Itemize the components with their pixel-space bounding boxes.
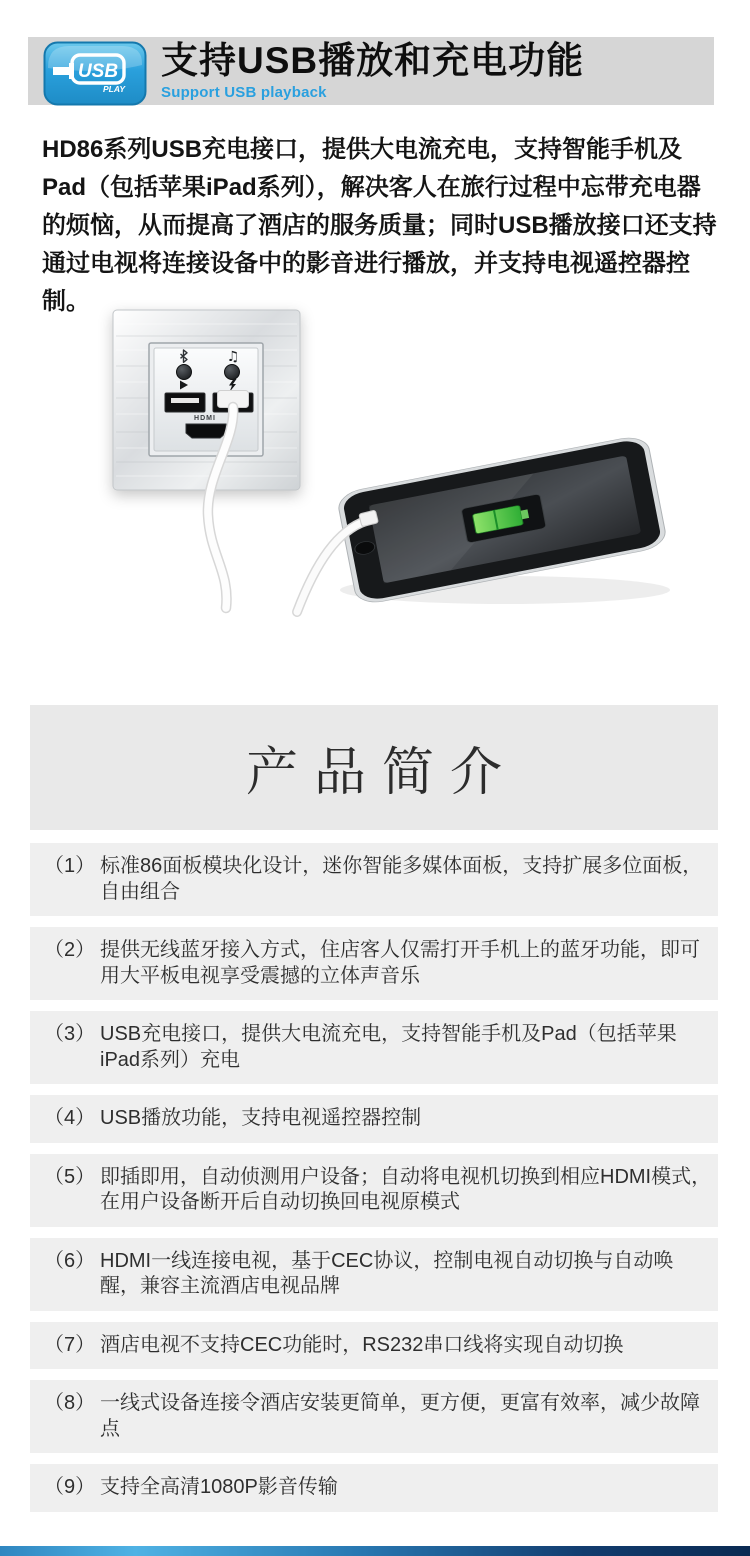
feature-number: （3） [44, 1023, 96, 1045]
feature-item [30, 1380, 718, 1453]
page-subtitle: Support USB playback [161, 84, 327, 101]
feature-item [30, 1154, 718, 1227]
page-title: 支持USB播放和充电功能 [161, 40, 585, 81]
feature-text: 一线式设备连接令酒店安装更简单，更方便，更富有效率，减少故障点 [100, 1392, 700, 1440]
feature-item [30, 1322, 718, 1370]
hdmi-port [186, 424, 226, 438]
feature-number: （1） [44, 855, 96, 877]
feature-item [30, 1464, 718, 1512]
bluetooth-button [177, 365, 192, 380]
feature-text: USB充电接口，提供大电流充电，支持智能手机及Pad（包括苹果iPad系列）充电 [100, 1023, 677, 1071]
usb-play-icon [43, 41, 147, 106]
feature-number: （2） [44, 939, 96, 961]
music-button [225, 365, 240, 380]
feature-text: HDMI一线连接电视，基于CEC协议，控制电视自动切换与自动唤醒，兼容主流酒店电视品牌 [100, 1249, 674, 1297]
feature-text: 标准86面板模块化设计，迷你智能多媒体面板，支持扩展多位面板，自由组合 [100, 855, 703, 903]
bottom-divider-bar [0, 1546, 750, 1556]
feature-list [30, 843, 718, 1523]
section-title: 产品简介 [245, 744, 518, 802]
feature-item [30, 927, 718, 1000]
feature-item [30, 1011, 718, 1084]
feature-item [30, 843, 718, 916]
feature-number: （4） [44, 1107, 96, 1129]
section-banner [30, 705, 718, 830]
usb-icon-label: USB [77, 61, 119, 82]
feature-item [30, 1238, 718, 1311]
feature-text: USB播放功能，支持电视遥控器控制 [100, 1107, 422, 1129]
intro-paragraph: HD86系列USB充电接口，提供大电流充电，支持智能手机及Pad（包括苹果iPad系列），解决客人在旅行过程中忘带充电器的烦恼，从而提高了酒店的服务质量；同时USB播放接口还支持通过电视将连接设备中的影音进行播放，并支持电视遥控器控制。 [42, 136, 717, 315]
feature-number: （6） [44, 1249, 96, 1272]
feature-number: （9） [44, 1476, 96, 1498]
feature-number: （7） [44, 1333, 96, 1356]
feature-number: （5） [44, 1165, 96, 1188]
feature-text: 提供无线蓝牙接入方式，住店客人仅需打开手机上的蓝牙功能，即可用大平板电视享受震撼的立体声音乐 [100, 939, 700, 987]
usb-port-left [165, 393, 205, 412]
header-text-block [161, 40, 584, 101]
feature-text: 支持全高清1080P影音传输 [100, 1476, 338, 1498]
usb-icon-sublabel: PLAY [102, 84, 125, 94]
feature-item [30, 1095, 718, 1143]
feature-text: 即插即用，自动侦测用户设备；自动将电视机切换到相应HDMI模式，在用户设备断开后自动切换回电视原模式 [100, 1165, 712, 1213]
hdmi-label: HDMI [194, 415, 216, 422]
feature-number: （8） [44, 1392, 96, 1414]
wall-panel [113, 310, 300, 490]
feature-text: 酒店电视不支持CEC功能时，RS232串口线将实现自动切换 [100, 1333, 624, 1356]
product-photo [0, 290, 750, 640]
music-note-icon: ♫ [226, 349, 240, 365]
